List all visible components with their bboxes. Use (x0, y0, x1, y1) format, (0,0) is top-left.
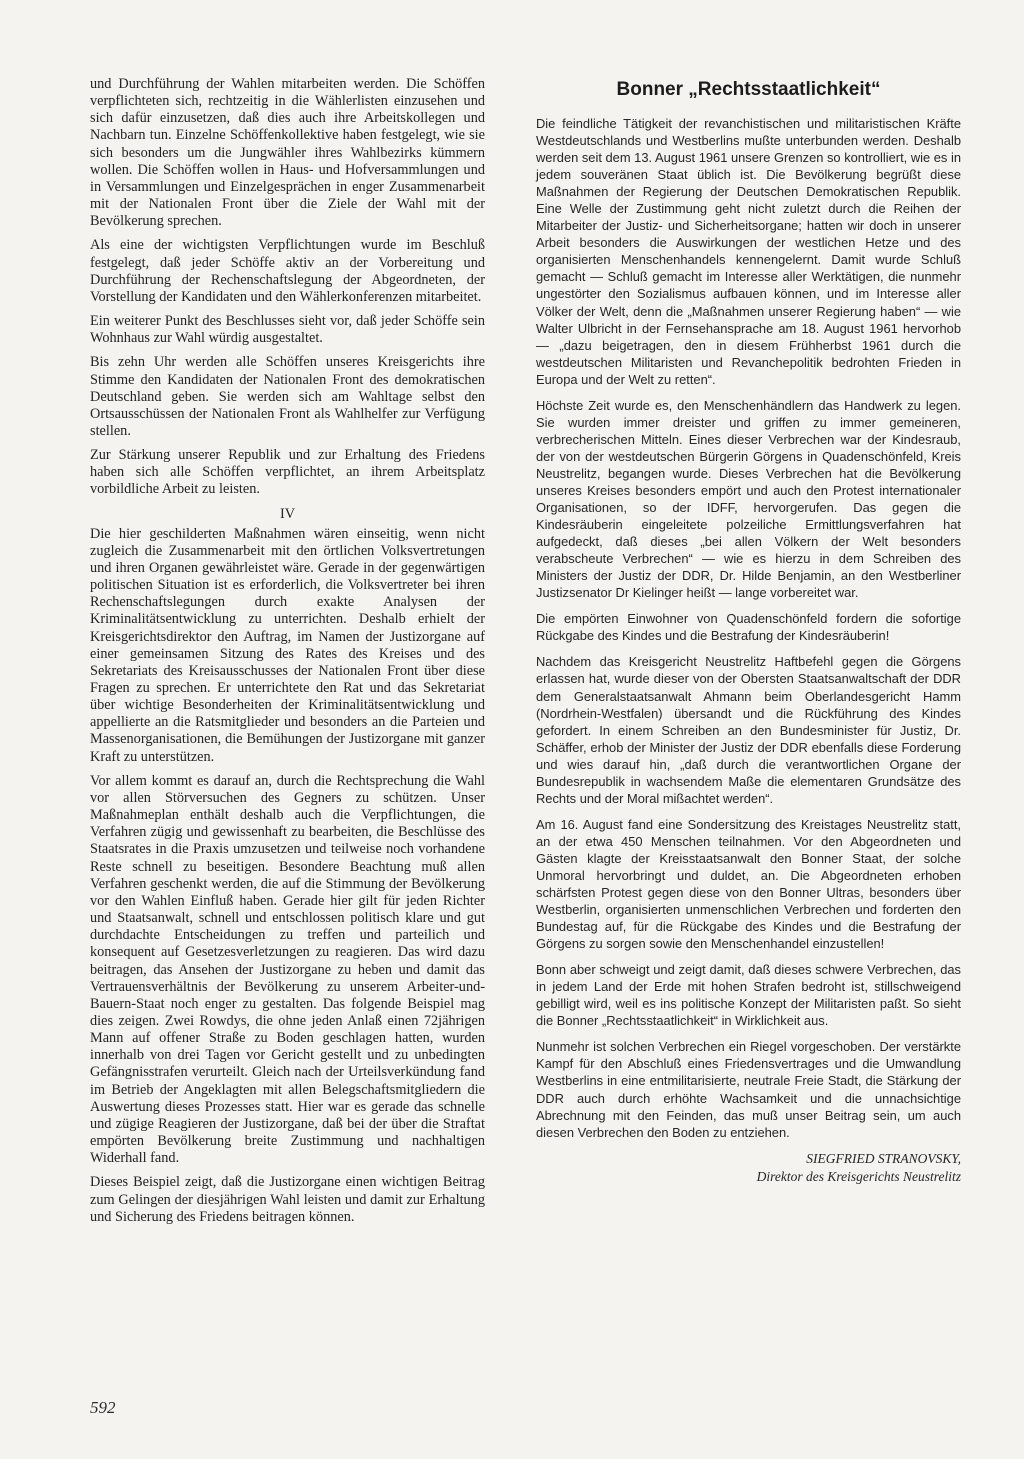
paragraph: Vor allem kommt es darauf an, durch die Rechtsprechung die Wahl vor allen Störversuchen des Gegners zu schützen. Unser Maßnahmeplan enthält deshalb auch die Verpflichtungen, die Verfahren zügig und gewissenhaft zu bearbeiten, die Beschlüsse des Staatsrates in die Praxis umzusetzen und teilweise noch vorhandene Reste schnell zu beseitigen. Besondere Beachtung muß allen Verfahren geschenkt werden, die auf die Stimmung der Bevölkerung vor den Wahlen Einfluß haben. Gerade hier gilt für jeden Richter und Staatsanwalt, schnell und entschlossen politisch klare und gut durchdachte Entscheidungen zu treffen und parteilich und konsequent auf Gesetzesverletzungen zu reagieren. Das wird dazu beitragen, das Ansehen der Justizorgane zu heben und damit das Vertrauensverhältnis der Bevölkerung zu unserem Arbeiter-und-Bauern-Staat noch enger zu gestalten. Das folgende Beispiel mag dies zeigen. Zwei Rowdys, die ohne jeden Anlaß einen 72jährigen Mann auf offener Straße zu Boden geschlagen hatten, wurden innerhalb von drei Tagen vor Gericht gestellt und zu unbedingten Gefängnisstrafen verurteilt. Gleich nach der Urteilsverkündung fand im Betrieb der Angeklagten mit allen Belegschaftsmitgliedern die Auswertung dieses Prozesses statt. Hier war es gerade das schnelle und zügige Reagieren der Justizorgane, daß bei der über die Straftat empörten Bevölkerung breite Zustimmung und nachhaltigen Widerhall fand. (90, 772, 485, 1167)
paragraph: Höchste Zeit wurde es, den Menschenhändlern das Handwerk zu legen. Sie wurden immer dreister und griffen zu immer gemeineren, verbrecherischen Mitteln. Eines dieser Verbrechen war der Kindesraub, der von der westdeutschen Bürgerin Görgens in Quadenschönfeld, Kreis Neustrelitz, begangen wurde. Dieses Verbrechen hat die Bevölkerung unseres Kreises besonders empört und auch den Protest internationaler Organisationen, so der IDFF, hervorgerufen. Das gegen die Kindesräuberin eingeleitete polzeiliche Ermittlungsverfahren hat aufgedeckt, daß dieses „bei allen Völkern der Welt besonders verabscheute Verbrechen“ — wie es hierzu in dem Schreiben des Ministers der Justiz der DDR, Dr. Hilde Benjamin, an den Westberliner Justizsenator Dr Kielinger heißt — lange vorbereitet war. (536, 397, 961, 601)
paragraph: Am 16. August fand eine Sondersitzung des Kreistages Neustrelitz statt, an der etwa 450 Menschen teilnahmen. Vor den Abgeordneten und Gästen klagte der Kreisstaatsanwalt den Bonner Staat, der solche Unmoral hervorbringt und duldet, an. Die Abgeordneten erhoben schärfsten Protest gegen diese von den Bonner Ultras, besonders über Westberlin, organisierten unmenschlichen Verbrechen und forderten den Bundestag auf, für die Rückgabe des Kindes und die Bestrafung der Görgens zu sorgen sowie den Menschenhandel einzustellen! (536, 816, 961, 952)
author-role: Direktor des Kreisgerichts Neustrelitz (756, 1168, 961, 1184)
paragraph: Bonn aber schweigt und zeigt damit, daß dieses schwere Verbrechen, das in jedem Land der Erde mit hohen Strafen bedroht ist, stillschweigend gebilligt wird, weil es ins politische Konzept der Militaristen paßt. So sieht die Bonner „Rechtsstaatlichkeit“ in Wirklichkeit aus. (536, 962, 961, 1029)
author-signature (536, 1150, 961, 1186)
paragraph: Nunmehr ist solchen Verbrechen ein Riegel vorgeschoben. Der verstärkte Kampf für den Abschluß eines Friedensvertrages und die Umwandlung Westberlins in eine entmilitarisierte, neutrale Freie Stadt, die Stärkung der DDR auch durch erhöhte Wachsamkeit und die unnachsichtige Abrechnung mit den Feinden, das muß unser Beitrag sein, um auch diesen Verbrechen den Boden zu entziehen. (536, 1039, 961, 1140)
paragraph: und Durchführung der Wahlen mitarbeiten werden. Die Schöffen verpflichteten sich, rechtzeitig in die Wählerlisten einzusehen und sich dafür einzusetzen, daß dies auch ihre Arbeitskollegen und Nachbarn tun. Einzelne Schöffenkollektive haben festgelegt, wie sie sich besonders um die Jungwähler ihres Wahlbezirks kümmern wollen. Die Schöffen wollen in Haus- und Hofversammlungen und in Versammlungen und Einzelgesprächen in enger Zusammenarbeit mit der Nationalen Front über die Ziele der Wahl mit der Bevölkerung sprechen. (90, 76, 485, 230)
paragraph: Die empörten Einwohner von Quadenschönfeld fordern die sofortige Rückgabe des Kindes und die Bestrafung der Kindesräuberin! (536, 611, 961, 644)
paragraph: Als eine der wichtigsten Verpflichtungen wurde im Beschluß festgelegt, daß jeder Schöffe aktiv an der Vorbereitung und Durchführung der Rechenschaftslegung der Abgeordneten, der Vorstellung der Kandidaten und den Wählerkonferenzen mitarbeitet. (90, 237, 485, 305)
paragraph: Die hier geschilderten Maßnahmen wären einseitig, wenn nicht zugleich die Zusammenarbeit mit den örtlichen Volksvertretungen und ihren Organen gewährleistet wäre. Gerade in der gegenwärtigen politischen Situation ist es erforderlich, die Volksvertreter bei ihren Rechenschaftslegungen durch exakte Analysen der Kriminalitätsentwicklung zu unterrichten. Deshalb erhielt der Kreisgerichtsdirektor den Auftrag, im Namen der Justizorgane auf einer gemeinsamen Sitzung des Rates des Kreises und des Sekretariats des Kreisausschusses der Nationalen Front über diese Fragen zu sprechen. Er unterrichtete den Rat und das Sekretariat über wichtige Besonderheiten der Kriminalitätsentwicklung und appellierte an die Ratsmitglieder und besonders an die Parteien und Massenorganisationen, die Bemühungen der Justizorgane mit ganzer Kraft zu unterstützen. (90, 525, 485, 765)
paragraph: Nachdem das Kreisgericht Neustrelitz Haftbefehl gegen die Görgens erlassen hat, wurde dieser von der Obersten Staatsanwaltschaft der DDR dem Generalstaatsanwalt Ahmann beim Oberlandesgericht Hamm (Nordrhein-Westfalen) übersandt und die Rückführung des Kindes gefordert. In einem Schreiben an den Bundesminister für Justiz, Dr. Schäffer, erhob der Minister der Justiz der DDR ebenfalls diese Forderung und wies darauf hin, „daß durch die verantwortlichen Organe der Bundesrepublik in wachsendem Maße die elementaren Grundsätze des Rechts und der Moral mißachtet werden“. (536, 654, 961, 806)
paragraph: Ein weiterer Punkt des Beschlusses sieht vor, daß jeder Schöffe sein Wohnhaus zur Wahl würdig ausgestaltet. (90, 313, 485, 347)
right-column (536, 115, 961, 1186)
author-name: SIEGFRIED STRANOVSKY, (806, 1150, 961, 1166)
article-title: Bonner „Rechtsstaatlichkeit“ (616, 79, 881, 100)
paragraph: Zur Stärkung unserer Republik und zur Erhaltung des Friedens haben sich alle Schöffen verpflichtet, an ihrem Arbeitsplatz vorbildliche Arbeit zu leisten. (90, 447, 485, 498)
paragraph: Bis zehn Uhr werden alle Schöffen unseres Kreisgerichts ihre Stimme den Kandidaten der Nationalen Front des demokratischen Deutschland geben. Sie werden sich am Wahltage selbst den Ortsausschüssen der Nationalen Front als Wahlhelfer zur Verfügung stellen. (90, 354, 485, 439)
paragraph: Dieses Beispiel zeigt, daß die Justizorgane einen wichtigen Beitrag zum Gelingen der diesjährigen Wahl leisten und damit zur Erhaltung und Sicherung des Friedens beitragen können. (90, 1174, 485, 1225)
page-number: 592 (90, 1398, 116, 1417)
paragraph: Die feindliche Tätigkeit der revanchistischen und militaristischen Kräfte Westdeutschlands und Westberlins mußte unterbunden werden. Deshalb werden seit dem 13. August 1961 unsere Grenzen so kontrolliert, wie es in jedem souveränen Staat üblich ist. Die Bevölkerung begrüßt diese Maßnahmen der Regierung der Deutschen Demokratischen Republik. Eine Welle der Zustimmung geht nicht zuletzt durch die Reihen der Mitarbeiter der Justiz- und Sicherheitsorgane; hatten wir doch in unserer Arbeit besonders die Auswirkungen der westlichen Hetze und des organisierten Menschenhandels kennengelernt. Damit wurde Schluß gemacht — Schluß gemacht im Interesse aller Werktätigen, die nunmehr ungestörter den Sozialismus aufbauen können, und im Interesse aller Völker der Welt, denn die „Maßnahmen unserer Regierung haben“ — wie Walter Ulbricht in der Fernsehansprache am 18. August 1961 hervorhob — „dazu beigetragen, den in diesem Frühherbst 1961 durch die westdeutschen Militaristen und Revanchepolitik bedrohten Frieden in Europa und der Welt zu retten“. (536, 116, 961, 387)
left-column (90, 76, 485, 1233)
section-heading: IV (279, 505, 296, 522)
